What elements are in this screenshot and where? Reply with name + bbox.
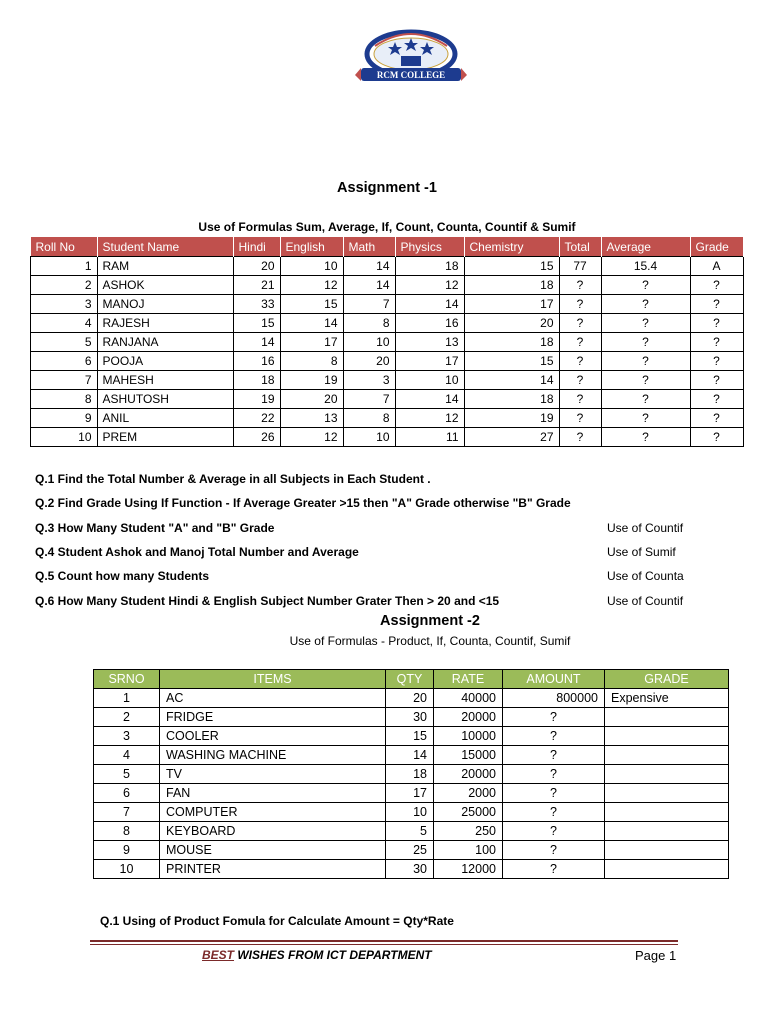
- table-row: [31, 428, 744, 447]
- table-cell: 12: [395, 409, 464, 428]
- table-cell: 14: [343, 276, 395, 295]
- table-cell: 1: [94, 689, 160, 708]
- footer-best: BEST: [202, 948, 235, 962]
- table-cell: 2000: [434, 784, 503, 803]
- question-5-note: Use of Counta: [607, 569, 684, 583]
- table-cell: 4: [94, 746, 160, 765]
- table-cell: 15: [386, 727, 434, 746]
- col-header: RATE: [434, 670, 503, 689]
- table-cell: MAHESH: [97, 371, 233, 390]
- table-row: [31, 333, 744, 352]
- table-cell: 13: [395, 333, 464, 352]
- assignment-2-subtitle: Use of Formulas - Product, If, Counta, Countif, Sumif: [289, 634, 571, 648]
- table-cell: 10: [31, 428, 98, 447]
- student-marks-table: [30, 237, 744, 447]
- assignment-1-title: Assignment -1: [337, 180, 437, 196]
- table-cell: ?: [559, 409, 601, 428]
- table-cell: 30: [386, 708, 434, 727]
- question-3-note: Use of Countif: [607, 521, 684, 535]
- table-row: [94, 822, 729, 841]
- table-cell: ASHOK: [97, 276, 233, 295]
- table-cell: ?: [601, 314, 690, 333]
- col-header: Grade: [690, 237, 743, 257]
- question-2: Q.2 Find Grade Using If Function - If Average Greater >15 then "A" Grade otherwise "B" Grade: [35, 496, 571, 510]
- table-cell: FRIDGE: [160, 708, 386, 727]
- table-cell: 6: [94, 784, 160, 803]
- table-cell: Expensive: [605, 689, 729, 708]
- table-cell: 8: [94, 822, 160, 841]
- table-cell: 10: [343, 428, 395, 447]
- table-cell: ?: [559, 314, 601, 333]
- table-cell: ?: [503, 841, 605, 860]
- table-row: [94, 727, 729, 746]
- table-cell: 15.4: [601, 257, 690, 276]
- table-cell: 3: [343, 371, 395, 390]
- table-cell: 20: [343, 352, 395, 371]
- table-cell: [605, 822, 729, 841]
- table-cell: 250: [434, 822, 503, 841]
- table-cell: ?: [559, 352, 601, 371]
- table-cell: 4: [31, 314, 98, 333]
- table-row: [94, 860, 729, 879]
- table-row: [94, 746, 729, 765]
- col-header: QTY: [386, 670, 434, 689]
- col-header: ITEMS: [160, 670, 386, 689]
- table-cell: 10000: [434, 727, 503, 746]
- table-cell: ?: [601, 333, 690, 352]
- table-cell: 20: [280, 390, 343, 409]
- table-cell: 10: [280, 257, 343, 276]
- col-header: English: [280, 237, 343, 257]
- page-number: Page 1: [635, 948, 677, 963]
- table-cell: ?: [601, 371, 690, 390]
- table-cell: ?: [559, 295, 601, 314]
- assignment-1-subtitle: Use of Formulas Sum, Average, If, Count, Counta, Countif & Sumif: [198, 220, 576, 234]
- table-cell: ?: [690, 333, 743, 352]
- table-cell: ?: [503, 746, 605, 765]
- college-logo: [355, 28, 467, 88]
- table-cell: 14: [233, 333, 280, 352]
- table-cell: 20: [386, 689, 434, 708]
- table-cell: 77: [559, 257, 601, 276]
- table-cell: 15000: [434, 746, 503, 765]
- table-cell: PREM: [97, 428, 233, 447]
- table-cell: 30: [386, 860, 434, 879]
- table-cell: ?: [559, 276, 601, 295]
- table-cell: 20: [464, 314, 559, 333]
- table-cell: 5: [94, 765, 160, 784]
- table-cell: 16: [395, 314, 464, 333]
- table-cell: 33: [233, 295, 280, 314]
- table-cell: KEYBOARD: [160, 822, 386, 841]
- table-row: [94, 689, 729, 708]
- question-4-note: Use of Sumif: [607, 545, 676, 559]
- table-cell: 18: [233, 371, 280, 390]
- col-header: Student Name: [97, 237, 233, 257]
- table-cell: 13: [280, 409, 343, 428]
- col-header: Hindi: [233, 237, 280, 257]
- table-cell: ?: [690, 428, 743, 447]
- table-cell: 12: [280, 428, 343, 447]
- table-cell: COMPUTER: [160, 803, 386, 822]
- table-cell: 5: [31, 333, 98, 352]
- table-cell: 7: [343, 295, 395, 314]
- table-cell: 3: [94, 727, 160, 746]
- table-cell: 19: [280, 371, 343, 390]
- table-cell: ?: [601, 428, 690, 447]
- logo-text: RCM COLLEGE: [376, 70, 446, 80]
- table-cell: ?: [503, 727, 605, 746]
- table-cell: MANOJ: [97, 295, 233, 314]
- table-cell: 10: [94, 860, 160, 879]
- footer-rule-thin: [90, 944, 678, 945]
- table-cell: ?: [690, 314, 743, 333]
- table-cell: RAJESH: [97, 314, 233, 333]
- table-cell: 5: [386, 822, 434, 841]
- table-cell: ?: [601, 276, 690, 295]
- table-cell: [605, 746, 729, 765]
- table-cell: 12000: [434, 860, 503, 879]
- table-cell: 3: [31, 295, 98, 314]
- table-cell: POOJA: [97, 352, 233, 371]
- table-cell: ?: [601, 390, 690, 409]
- col-header: GRADE: [605, 670, 729, 689]
- col-header: AMOUNT: [503, 670, 605, 689]
- table-cell: ?: [503, 784, 605, 803]
- table-cell: WASHING MACHINE: [160, 746, 386, 765]
- table-cell: ?: [559, 428, 601, 447]
- table-row: [31, 390, 744, 409]
- table-cell: ?: [559, 371, 601, 390]
- table-row: [94, 841, 729, 860]
- question-3: Q.3 How Many Student "A" and "B" Grade: [35, 521, 275, 535]
- table-cell: ?: [503, 860, 605, 879]
- table-cell: 12: [395, 276, 464, 295]
- table-row: [94, 708, 729, 727]
- table-cell: ?: [601, 352, 690, 371]
- table-cell: FAN: [160, 784, 386, 803]
- table-cell: 16: [233, 352, 280, 371]
- table-row: [31, 371, 744, 390]
- table-row: [94, 784, 729, 803]
- table-cell: MOUSE: [160, 841, 386, 860]
- table-cell: [605, 727, 729, 746]
- table-cell: 27: [464, 428, 559, 447]
- question-6-note: Use of Countif: [607, 594, 684, 608]
- footer-rest: WISHES FROM ICT DEPARTMENT: [234, 948, 432, 962]
- table-cell: 18: [464, 390, 559, 409]
- assignment-2-title: Assignment -2: [380, 613, 480, 629]
- table-cell: 9: [94, 841, 160, 860]
- table-cell: ?: [503, 765, 605, 784]
- table-row: [31, 257, 744, 276]
- table-cell: ?: [601, 409, 690, 428]
- table-cell: 17: [386, 784, 434, 803]
- table-cell: [605, 860, 729, 879]
- table-cell: 15: [464, 352, 559, 371]
- table-cell: 14: [395, 295, 464, 314]
- table-cell: 10: [386, 803, 434, 822]
- table-cell: 14: [280, 314, 343, 333]
- table-cell: 8: [280, 352, 343, 371]
- table-cell: 15: [464, 257, 559, 276]
- table-cell: 18: [464, 333, 559, 352]
- table-cell: ?: [690, 276, 743, 295]
- table-cell: 100: [434, 841, 503, 860]
- table-cell: 8: [343, 409, 395, 428]
- table-row: [31, 352, 744, 371]
- table-cell: 17: [280, 333, 343, 352]
- table-cell: [605, 708, 729, 727]
- col-header: Chemistry: [464, 237, 559, 257]
- table-cell: 12: [280, 276, 343, 295]
- table-cell: 19: [233, 390, 280, 409]
- col-header: Total: [559, 237, 601, 257]
- col-header: Roll No: [31, 237, 98, 257]
- table-cell: 7: [343, 390, 395, 409]
- table-cell: 25000: [434, 803, 503, 822]
- col-header: Math: [343, 237, 395, 257]
- table-cell: [605, 803, 729, 822]
- table-row: [31, 295, 744, 314]
- table-cell: 22: [233, 409, 280, 428]
- table-cell: ?: [503, 803, 605, 822]
- table-cell: 14: [395, 390, 464, 409]
- table-cell: ANIL: [97, 409, 233, 428]
- footer-text: [202, 948, 432, 962]
- table-cell: 8: [31, 390, 98, 409]
- table-cell: ?: [503, 708, 605, 727]
- table-cell: [605, 765, 729, 784]
- table-cell: 19: [464, 409, 559, 428]
- table-cell: 15: [233, 314, 280, 333]
- col-header: Average: [601, 237, 690, 257]
- table-cell: 9: [31, 409, 98, 428]
- table-cell: 18: [395, 257, 464, 276]
- col-header: SRNO: [94, 670, 160, 689]
- question-5: Q.5 Count how many Students: [35, 569, 210, 583]
- assignment-2-question-1: Q.1 Using of Product Fomula for Calculate Amount = Qty*Rate: [100, 914, 454, 928]
- items-table: [93, 669, 729, 879]
- table-cell: AC: [160, 689, 386, 708]
- table-cell: 40000: [434, 689, 503, 708]
- table-cell: ?: [601, 295, 690, 314]
- table-row: [31, 314, 744, 333]
- table-cell: RAM: [97, 257, 233, 276]
- col-header: Physics: [395, 237, 464, 257]
- table-row: [94, 803, 729, 822]
- table-cell: 20000: [434, 708, 503, 727]
- question-6: Q.6 How Many Student Hindi & English Subject Number Grater Then > 20 and <15: [35, 594, 500, 608]
- table-cell: ?: [559, 333, 601, 352]
- table-cell: 14: [464, 371, 559, 390]
- table-cell: 1: [31, 257, 98, 276]
- table-cell: ?: [690, 352, 743, 371]
- table-cell: 6: [31, 352, 98, 371]
- table-cell: 25: [386, 841, 434, 860]
- table-cell: ?: [503, 822, 605, 841]
- table-cell: 15: [280, 295, 343, 314]
- table-cell: A: [690, 257, 743, 276]
- table-cell: 18: [386, 765, 434, 784]
- table-cell: COOLER: [160, 727, 386, 746]
- table-cell: ?: [690, 371, 743, 390]
- table-row: [94, 765, 729, 784]
- footer-rule: [90, 940, 678, 942]
- table-cell: RANJANA: [97, 333, 233, 352]
- table-cell: 26: [233, 428, 280, 447]
- table-cell: 18: [464, 276, 559, 295]
- table-cell: 17: [395, 352, 464, 371]
- table-cell: 21: [233, 276, 280, 295]
- table-cell: ASHUTOSH: [97, 390, 233, 409]
- table-cell: 20000: [434, 765, 503, 784]
- table-cell: PRINTER: [160, 860, 386, 879]
- table-cell: 10: [343, 333, 395, 352]
- table-cell: ?: [559, 390, 601, 409]
- table-cell: [605, 784, 729, 803]
- table-cell: ?: [690, 409, 743, 428]
- question-4: Q.4 Student Ashok and Manoj Total Number and Average: [35, 545, 359, 559]
- question-1: Q.1 Find the Total Number & Average in all Subjects in Each Student .: [35, 472, 431, 486]
- table-cell: ?: [690, 295, 743, 314]
- table-cell: 20: [233, 257, 280, 276]
- table-cell: 17: [464, 295, 559, 314]
- table-cell: 14: [343, 257, 395, 276]
- table-cell: 8: [343, 314, 395, 333]
- table-cell: 2: [31, 276, 98, 295]
- table-cell: ?: [690, 390, 743, 409]
- table-cell: 11: [395, 428, 464, 447]
- table-cell: 800000: [503, 689, 605, 708]
- table-row: [31, 409, 744, 428]
- table-cell: 7: [31, 371, 98, 390]
- table-cell: 7: [94, 803, 160, 822]
- table-cell: [605, 841, 729, 860]
- table-cell: 10: [395, 371, 464, 390]
- table-cell: 14: [386, 746, 434, 765]
- table-row: [31, 276, 744, 295]
- table-cell: 2: [94, 708, 160, 727]
- table-cell: TV: [160, 765, 386, 784]
